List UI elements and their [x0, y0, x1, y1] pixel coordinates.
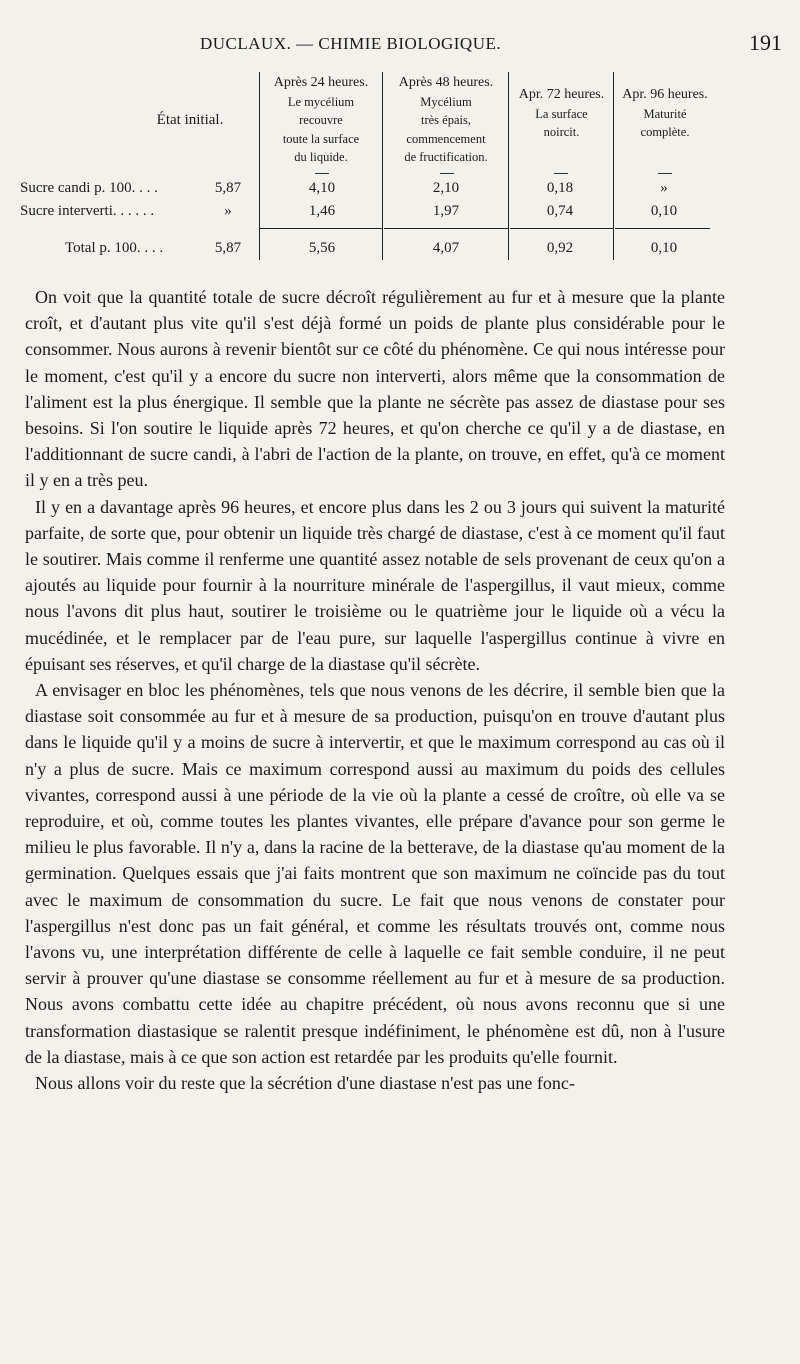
header-dash: [554, 173, 568, 174]
paragraph: Il y en a davantage après 96 heures, et encore plus dans les 2 ou 3 jours qui suivent la maturité parfaite, de sorte que, pour obtenir un liquide très chargé de diastase, c'est à ce moment qu'il faut le soutirer. Mais comme il renferme une quantité assez notable de sels provenant de ceux qu'on a ajoutés au liquide pour fournir à la nourriture minérale de l'aspergillus, il vaut mieux, comme nous l'avons dit plus haut, soutirer le troisième ou le quatrième jour le liquide où a vécu la mucédinée, et le remplacer par de l'eau pure, sur laquelle l'aspergillus continue à vivre en épuisant ses réserves, et qu'il charge de la diastase qu'il sécrète.: [25, 496, 725, 674]
column-rule: [382, 72, 383, 260]
data-table: [20, 72, 720, 262]
header-96h: Apr. 96 heures. Maturité complète.: [622, 87, 708, 139]
header-dash: [658, 173, 672, 174]
cell-value: 5,87: [214, 180, 242, 196]
row-label-total: Total p. 100. . . .: [65, 240, 164, 256]
total-value: 0,10: [650, 240, 678, 256]
row-label-sucre-candi: Sucre candi p. 100. . . .: [20, 180, 158, 196]
cell-value: »: [660, 180, 668, 196]
row-label-sucre-interverti: Sucre interverti. . . . . .: [20, 203, 155, 219]
cell-value: 0,18: [546, 180, 574, 196]
total-value: 4,07: [432, 240, 460, 256]
page-header: [0, 30, 800, 58]
column-rule: [508, 72, 509, 260]
total-value: 5,87: [214, 240, 242, 256]
total-rule: [615, 228, 710, 229]
total-rule: [260, 228, 382, 229]
header-dash: [315, 173, 329, 174]
cell-value: 4,10: [308, 180, 336, 196]
running-title: DUCLAUX. — CHIMIE BIOLOGIQUE.: [200, 34, 502, 53]
total-value: 0,92: [546, 240, 574, 256]
header-48h: Après 48 heures. Mycélium très épais, commencement de fructification.: [398, 75, 494, 164]
cell-value: »: [224, 203, 232, 219]
cell-value: 0,74: [546, 203, 574, 219]
cell-value: 1,46: [308, 203, 336, 219]
total-rule: [510, 228, 613, 229]
cell-value: 1,97: [432, 203, 460, 219]
header-dash: [440, 173, 454, 174]
cell-value: 0,10: [650, 203, 678, 219]
paragraph: On voit que la quantité totale de sucre décroît régulièrement au fur et à mesure que la plante croît, et d'autant plus vite qu'il s'est déjà formé un poids de plante plus considérable pour le consommer. Nous aurons à revenir bientôt sur ce côté du phénomène. Ce qui nous intéresse pour le moment, c'est qu'il y a encore du sucre non interverti, alors même que la consommation de l'aliment est la plus énergique. Il semble que la plante ne sécrète pas assez de diastase pour ses besoins. Si l'on soutire le liquide après 72 heures, et qu'on cherche ce qu'il y a de diastase, en l'additionnant de sucre candi, à l'abri de l'action de la plante, on trouve, en effet, qu'à ce moment il y en a très peu.: [25, 287, 725, 491]
header-72h: Apr. 72 heures. La surface noircit.: [518, 87, 605, 139]
column-rule: [613, 72, 614, 260]
header-initial-state: État initial.: [156, 112, 224, 128]
page-number: 191: [749, 30, 782, 55]
total-rule: [384, 228, 508, 229]
cell-value: 2,10: [432, 180, 460, 196]
header-24h: Après 24 heures. Le mycélium recouvre toute la surface du liquide.: [273, 75, 369, 164]
body-text: [25, 284, 725, 1096]
total-value: 5,56: [308, 240, 336, 256]
paragraph: Nous allons voir du reste que la sécrétion d'une diastase n'est pas une fonc-: [35, 1073, 575, 1094]
paragraph: A envisager en bloc les phénomènes, tels que nous venons de les décrire, il semble bien que la diastase soit consommée au fur et à mesure de sa production, puisqu'on en trouve d'autant plus dans le liquide qu'il y a moins de sucre à intervertir, et que le maximum correspond au cas où il n'y a plus de sucre. Mais ce maximum correspond aussi au maximum du poids des cellules vivantes, correspond aussi à une période de la vie où la plante a cessé de croître, où elle va se reproduire, et où, comme toutes les plantes vivantes, elle prépare d'avance pour son germe le milieu le plus favorable. Il n'y a, dans la racine de la betterave, de la diastase qu'au moment de la germination. Quelques essais que j'ai faits montrent que son maximum ne coïncide pas du tout avec le maximum de consommation du sucre. Le fait que nous venons de constater pour l'aspergillus n'est donc pas un fait général, et comme les résultats trouvés ont, comme nous l'avons vu, une interprétation différente de celle à laquelle ce fait semble conduire, il ne peut servir à prouver qu'une diastase se consomme réellement au fur et à mesure de sa production. Nous avons combattu cette idée au chapitre précédent, où nous avons reconnu que si une transformation diastasique se ralentit presque indéfiniment, le phénomène est dû, non à l'usure de la diastase, mais à ce que son action est retardée par les produits qu'elle fournit.: [25, 680, 725, 1067]
